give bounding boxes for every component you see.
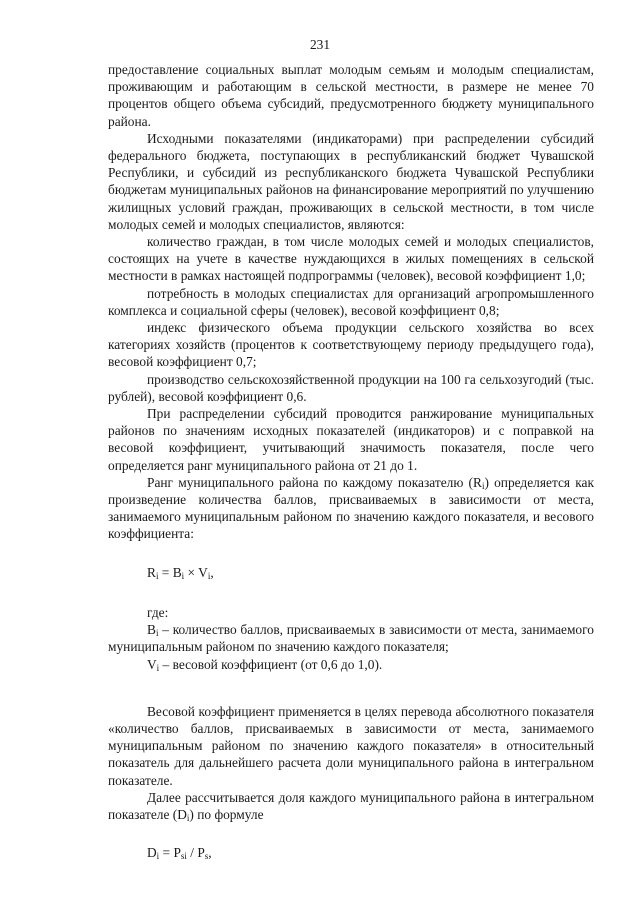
text-run: ) по формуле xyxy=(189,806,264,822)
page-number: 231 xyxy=(309,37,331,52)
subscript: i xyxy=(156,662,160,673)
where-label: где: xyxy=(147,604,169,620)
formula-operator: = xyxy=(158,564,173,580)
subscript: s xyxy=(204,851,209,862)
formula-operator: = xyxy=(159,845,174,861)
formula-symbol: D xyxy=(147,845,157,861)
subscript: i xyxy=(155,570,159,581)
list-item: производство сельскохозяйственной продукции на 100 га сельхозугодий (тыс. рублей), весовой коэффициент 0,6. xyxy=(108,371,594,404)
subscript: i xyxy=(155,628,159,639)
list-item: индекс физического объема продукции сельского хозяйства во всех категориях хозяйств (процентов к соответствующему периоду предыдущего года), весовой коэффициент 0,7; xyxy=(108,320,594,370)
formula-operator: × xyxy=(184,564,199,580)
formula-symbol: R xyxy=(147,564,156,580)
paragraph: При распределении субсидий проводится ранжирование муниципальных районов по значениям исходных показателей (индикаторов) и с поправкой на весовой коэффициент, учитывающий значимость показателя, после чего определяется ранг муниципального района от 21 до 1. xyxy=(108,406,594,473)
paragraph: Исходными показателями (индикаторами) при распределении субсидий федерального бюджета, поступающих в республиканский бюджет Чувашской Республики, и субсидий из республиканского бюджета Чувашской Республики бюджетам муниципальных районов на финансирование мероприятий по улучшению жилищных условий граждан, проживающих в сельской местности, в том числе молодых семей и молодых специалистов, являются: xyxy=(108,130,594,232)
formula-operator: / xyxy=(186,845,198,861)
definition-b xyxy=(108,621,594,655)
formula-symbol: V xyxy=(198,564,208,580)
subscript: i xyxy=(207,570,211,581)
subscript: i xyxy=(181,570,185,581)
text-run: – количество баллов, присваиваемых в зависимости от места, занимаемого муниципальным районом по значению каждого показателя; xyxy=(108,622,594,655)
formula-symbol: B xyxy=(172,564,182,580)
paragraph: предоставление социальных выплат молодым семьям и молодым специалистам, проживающим и работающим в сельской местности, в размере не менее 70 процентов общего объема субсидий, предусмотренного бюджету муниципального района. xyxy=(108,62,594,129)
subscript: i xyxy=(156,851,160,862)
formula-rank xyxy=(108,564,594,581)
formula-symbol: V xyxy=(147,656,157,672)
subscript: i xyxy=(481,480,485,491)
formula-symbol: P xyxy=(173,845,181,861)
definition-v xyxy=(108,656,594,673)
subscript: i xyxy=(186,812,190,823)
list-item: количество граждан, в том числе молодых семей и молодых специалистов, состоящих на учете в качестве нуждающихся в жилых помещениях в сельской местности в рамках настоящей подпрограммы (человек), весовой коэффициент 1,0; xyxy=(108,234,594,284)
formula-symbol: P xyxy=(197,845,205,861)
document-body xyxy=(108,61,594,861)
text-run: ) определяется как произведение количества баллов, присваиваемых в зависимости от места, занимаемого муниципальным районом по значению каждого показателя, и весового коэффициента: xyxy=(108,474,594,542)
formula-symbol: B xyxy=(147,622,156,638)
list-item: потребность в молодых специалистах для организаций агропромышленного комплекса и социальной сферы (человек), весовой коэффициент 0,8; xyxy=(108,285,594,318)
subscript: si xyxy=(180,851,187,862)
paragraph xyxy=(108,789,594,823)
paragraph: Весовой коэффициент применяется в целях перевода абсолютного показателя «количество баллов, присваиваемых в зависимости от места, занимаемого муниципальным районом по значению каждого показателя» в относительный показатель для дальнейшего расчета доли муниципального района в интегральном показателе. xyxy=(108,703,594,788)
text-run: – весовой коэффициент (от 0,6 до 1,0). xyxy=(159,656,383,672)
text-run: Ранг муниципального района по каждому показателю (R xyxy=(147,474,482,490)
formula-punct: , xyxy=(210,564,214,580)
text-run: Далее рассчитывается доля каждого муниципального района в интегральном показателе (D xyxy=(108,789,594,822)
formula-punct: , xyxy=(208,845,212,861)
formula-share xyxy=(108,844,594,861)
paragraph xyxy=(108,474,594,543)
